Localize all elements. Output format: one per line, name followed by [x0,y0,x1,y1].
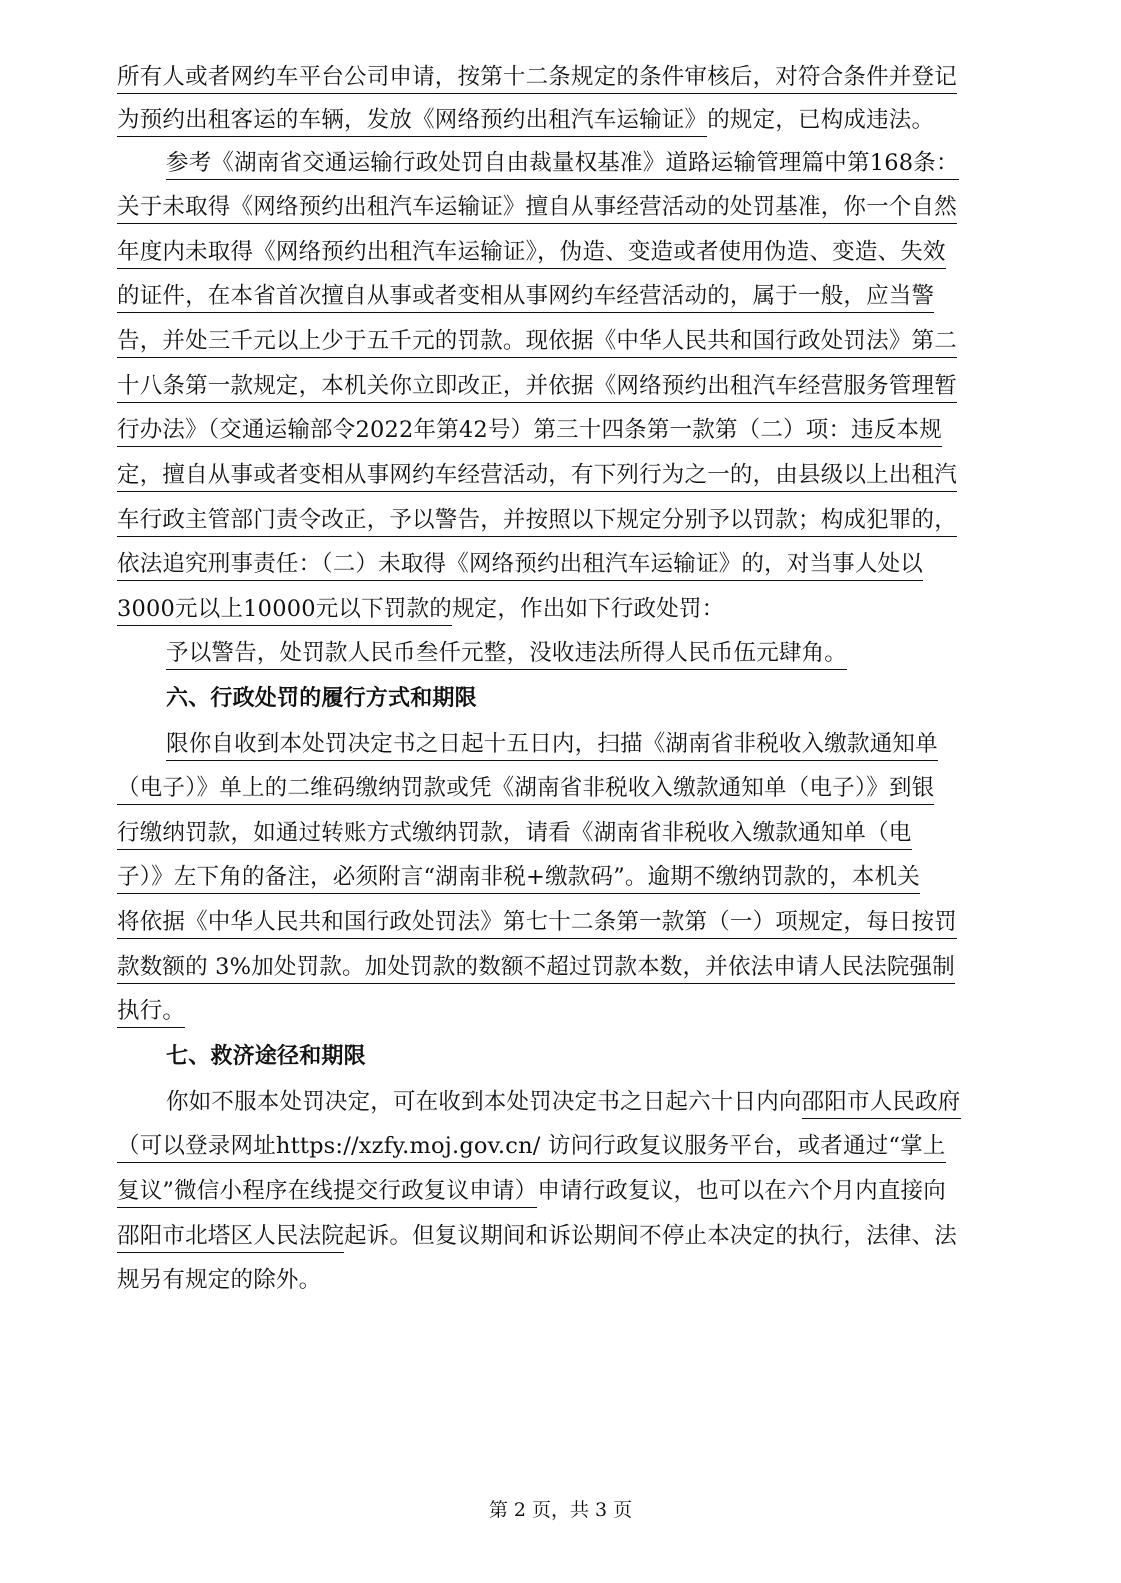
text-line [117,996,185,1028]
plain-text: 起诉。但复议期间和诉讼期间不停止本决定的执行，法律、法 [344,1223,957,1249]
underlined-text: 的证件，在本省首次擅自从事或者变相从事网约车经营活动的，属于一般，应当警 [117,282,934,313]
underlined-text: 行办法》（交通运输部令2022年第42号）第三十四条第一款第（二）项：违反本规 [117,416,942,447]
underlined-text: 款数额的 3%加处罚款。加处罚款的数额不超过罚款本数，并依法申请人民法院强制 [117,953,955,984]
text-line [117,549,923,581]
underlined-text: 十八条第一款规定，本机关你立即改正，并依据《网络预约出租汽车经营服务管理暂 [117,372,957,403]
text-line [117,326,957,358]
text-line [117,1221,957,1253]
text-line [117,62,957,94]
section-heading: 七、救济途径和期限 [166,1044,366,1069]
plain-text: 规另有规定的除外。 [117,1267,322,1293]
text-line [166,1087,961,1119]
plain-text: 的规定，已构成违法。 [707,107,935,133]
page-number: 第 2 页，共 3 页 [488,1499,633,1521]
text-line [117,192,957,224]
text-line [117,1131,946,1163]
text-line [117,237,946,269]
underlined-text: （电子）》单上的二维码缴纳罚款或凭《湖南省非税收入缴款通知单（电子）》到银 [117,774,934,805]
underlined-text: 予以警告，处罚款人民币叁仟元整，没收违法所得人民币伍元肆角。 [166,639,847,670]
underlined-text: （可以登录网址https://xzfy.moj.gov.cn/ 访问行政复议服务平台，或者通过“掌上 [117,1132,946,1163]
text-line [117,818,912,850]
plain-text: 你如不服本处罚决定，可在收到本处罚决定书之日起六十日内向 [166,1089,802,1115]
underlined-text: 年度内未取得《网络预约出租汽车运输证》，伪造、变造或者使用伪造、变造、失效 [117,238,946,269]
underlined-text: 现依据《中华人民共和国行政处罚法》第二 [526,327,957,358]
underlined-text: 依法追究刑事责任：（二）未取得《网络预约出租汽车运输证》的，对当事人处以 [117,550,923,581]
underlined-text: 3000元以上10000元以下罚款的 [117,595,452,626]
text-line [117,460,957,492]
underlined-text: 告，并处三千元以上少于五千元的罚款。 [117,327,526,358]
text-line [166,729,938,761]
text-line [117,281,934,313]
underlined-text: 为预约出租客运的车辆，发放《网络预约出租汽车运输证》 [117,106,707,137]
plain-text: 申请行政复议，也可以在六个月内直接向 [537,1178,946,1204]
text-line [166,638,847,670]
text-line [117,1265,321,1295]
underlined-text: 子）》左下角的备注，必须附言“湖南非税+缴款码”。逾期不缴纳罚款的，本机关 [117,863,920,894]
underlined-text: 邵阳市北塔区人民法院 [117,1222,344,1253]
underlined-text: 关于未取得《网络预约出租汽车运输证》擅自从事经营活动的处罚基准，你一个自然 [117,193,957,224]
underlined-text: 所有人或者网约车平台公司申请，按第十二条规定的条件审核后，对符合条件并登记 [117,63,957,94]
text-line [117,371,957,403]
underlined-text: 将依据《中华人民共和国行政处罚法》第七十二条第一款第（一）项规定，每日按罚 [117,908,957,939]
text-line [117,105,934,137]
underlined-text: 行缴纳罚款，如通过转账方式缴纳罚款，请看《湖南省非税收入缴款通知单（电 [117,819,912,850]
underlined-text: 参考《湖南省交通运输行政处罚自由裁量权基准》道路运输管理篇中第168条： [166,149,959,180]
text-line [117,952,955,984]
text-line [117,907,957,939]
text-line [117,505,957,537]
text-line [117,415,942,447]
section-heading: 六、行政处罚的履行方式和期限 [166,686,477,711]
text-line [166,148,959,180]
underlined-text: 限你自收到本处罚决定书之日起十五日内，扫描《湖南省非税收入缴款通知单 [166,730,938,761]
plain-text: 规定，作出如下行政处罚： [451,596,725,622]
text-line [117,773,934,805]
underlined-text: 执行。 [117,997,185,1028]
underlined-text: 复议”微信小程序在线提交行政复议申请） [117,1177,537,1208]
text-line [117,594,724,626]
underlined-text: 定，擅自从事或者变相从事网约车经营活动，有下列行为之一的，由县级以上出租汽 [117,461,957,492]
underlined-text: 车行政主管部门责令改正，予以警告，并按照以下规定分别予以罚款；构成犯罪的， [117,506,957,537]
underlined-text: 邵阳市人民政府 [802,1088,961,1119]
text-line [117,862,920,894]
text-line [117,1176,946,1208]
